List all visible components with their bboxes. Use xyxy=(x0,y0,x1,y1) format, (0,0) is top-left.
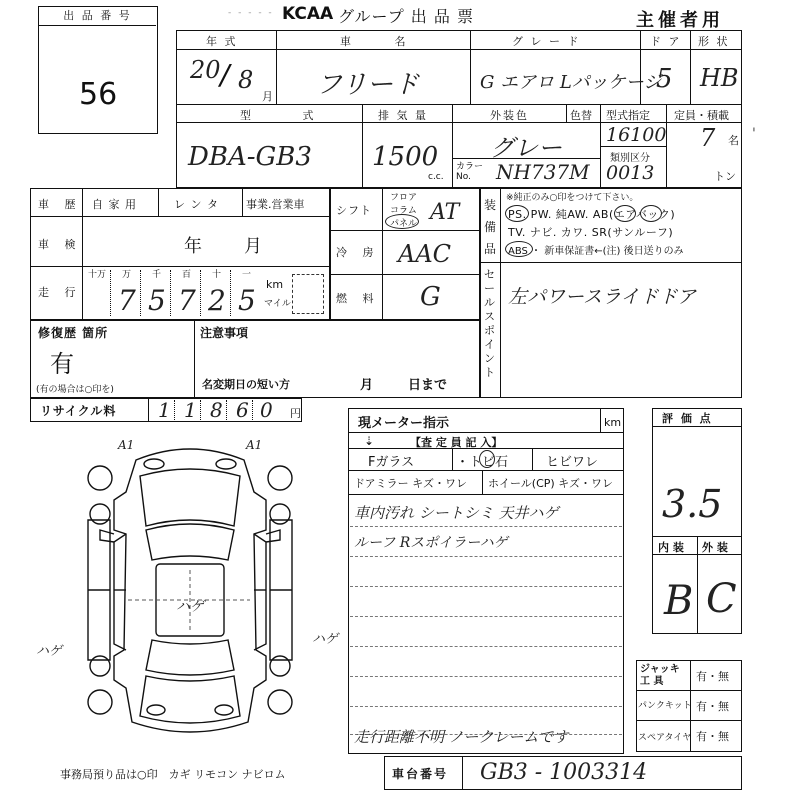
class-label: 類別区分 xyxy=(610,153,650,164)
mile-box xyxy=(292,274,324,314)
year-label: 年 式 xyxy=(206,35,238,48)
doors-value: 5 xyxy=(656,64,673,94)
aw-circle xyxy=(614,205,636,222)
diagram-mark-left: ハゲ xyxy=(36,644,63,659)
color-value: グレー xyxy=(490,134,562,162)
shift-label: シフト xyxy=(336,204,372,217)
ab-circle xyxy=(640,205,662,222)
ps-circle xyxy=(505,205,529,222)
month-value: 8 xyxy=(238,66,254,94)
diagram-mark-right: ハゲ xyxy=(312,632,339,647)
office-note: 事務局預り品は○印 カギ リモコン ナビロム xyxy=(60,768,286,781)
year-value: 20 xyxy=(190,56,221,84)
ac-label: 冷 房 xyxy=(336,246,380,259)
chassis-label: 車台番号 xyxy=(392,767,449,781)
deadline-label: 名変期日の短い方 xyxy=(202,378,290,391)
inspection-label: 車 検 xyxy=(38,238,82,251)
evaluation-label: 評 価 点 xyxy=(662,412,713,425)
lot-number-box xyxy=(38,6,158,134)
mileage-digits: 十万 万 千 百 十 一 7 5 7 2 5 xyxy=(88,270,256,317)
arrow-icon: ⇣ xyxy=(364,434,375,448)
history-opt-private: 自 家 用 xyxy=(92,198,137,211)
fglass-label: Fガラス xyxy=(368,455,415,470)
history-opt-business: 事業.営業車 xyxy=(246,198,305,211)
month-suffix: 月 xyxy=(262,90,273,103)
color-label: 外装色 xyxy=(490,109,529,122)
sales-value: 左パワースライドドア xyxy=(508,286,696,308)
equipment-line3: ABS ・ 新車保証書←(注) 後日送りのみ xyxy=(508,246,684,257)
repair-label: 修復歴 箇所 xyxy=(38,326,109,340)
chip-label: ・トビ石 xyxy=(456,455,509,470)
margin-mark: ' xyxy=(752,126,756,142)
repair-value: 有 xyxy=(50,350,74,378)
disp-value: 1500 xyxy=(372,142,439,172)
doors-label: ド ア xyxy=(650,35,682,48)
typeno-label: 型式指定 xyxy=(606,109,650,122)
disp-label: 排 気 量 xyxy=(378,109,428,122)
lot-label: 出 品 番 号 xyxy=(39,7,156,26)
chassis-value: GB3 - 1003314 xyxy=(480,760,648,785)
interior-value: B xyxy=(664,578,694,624)
exterior-label: 外 装 xyxy=(702,541,728,554)
cap-label: 定員・積載 xyxy=(674,109,729,122)
evaluation-score: 3.5 xyxy=(662,482,723,526)
chip-circle xyxy=(479,450,495,468)
equipment-label: 装備品 xyxy=(484,198,497,256)
mile-unit: マイル xyxy=(264,299,291,309)
ton-unit: トン xyxy=(714,170,736,183)
equipment-line2: TV. ナビ. カワ. SR(サンルーフ) xyxy=(508,226,674,239)
tool-puncture-value: 有・無 xyxy=(696,700,729,713)
car-diagram xyxy=(70,430,310,750)
fuel-label: 燃 料 xyxy=(336,292,380,305)
shift-floor: フロア xyxy=(390,193,418,203)
shift-circle xyxy=(385,214,419,229)
inspector-label: 【査 定 員 記 入】 xyxy=(410,436,503,449)
meter-unit: km xyxy=(604,416,622,429)
shape-label: 形 状 xyxy=(698,35,730,48)
slash: / xyxy=(220,58,230,91)
logo: KCAA xyxy=(282,4,334,24)
inspection-value: 年 月 xyxy=(184,236,264,257)
shift-column: コラム xyxy=(390,206,417,216)
dotted-deco: - - - - - xyxy=(228,8,274,18)
grade-label: グ レ ー ド xyxy=(512,35,581,48)
cap-value: 7 xyxy=(700,124,716,152)
tool-jack-label: ジャッキ 工 具 xyxy=(640,664,680,687)
shift-value: AT xyxy=(430,200,460,225)
history-opt-rental: レ ン タ xyxy=(174,198,219,211)
shift-panel: パネル xyxy=(390,219,418,229)
model-value: DBA-GB3 xyxy=(188,142,312,172)
lot-number: 56 xyxy=(79,77,118,112)
deadline-day: 日まで xyxy=(408,378,448,393)
repaint-label: 色替 xyxy=(570,109,592,122)
deadline-month: 月 xyxy=(360,378,374,393)
mirror-label: ドアミラー キズ・ワレ xyxy=(354,477,467,490)
interior-label: 内 装 xyxy=(658,541,684,554)
diagram-mark-front-left: A1 xyxy=(118,438,135,452)
diagram-mark-front-right: A1 xyxy=(246,438,263,452)
form-title: グループ 出 品 票 xyxy=(338,7,474,26)
recycle-digits: 1 1 8 6 0 xyxy=(158,398,273,422)
tool-puncture-label: パンクキット xyxy=(638,701,692,711)
tool-jack-value: 有・無 xyxy=(696,670,729,683)
name-value: フリード xyxy=(316,70,419,100)
recycle-unit: 円 xyxy=(290,407,301,420)
shape-value: HB xyxy=(700,64,739,92)
mileage-label: 走 行 xyxy=(38,286,82,299)
notes-label: 注意事項 xyxy=(200,326,249,340)
crack-label: ヒビワレ xyxy=(546,455,599,470)
remark-2: ルーフ Rスポイラーハゲ xyxy=(354,535,508,551)
tool-spare-label: スペアタイヤ xyxy=(638,733,692,743)
remark-1: 車内汚れ シートシミ 天井ハゲ xyxy=(354,504,559,522)
km-unit: km xyxy=(266,278,284,291)
abs-circle xyxy=(505,241,533,257)
class-value: 0013 xyxy=(606,162,655,184)
meter-label: 現メーター指示 xyxy=(358,416,450,431)
typeno-value: 16100 xyxy=(606,124,667,146)
history-label: 車 歴 xyxy=(38,198,82,211)
diagram-mark-roof: ハゲ xyxy=(176,599,204,615)
recycle-label: リサイクル料 xyxy=(40,404,117,418)
footer-note: 走行距離不明 ノークレームです xyxy=(354,728,569,746)
equipment-line1: PS. PW. 純AW. AB(エアバック) xyxy=(508,208,676,221)
wheel-label: ホイール(CP) キズ・ワレ xyxy=(488,477,613,490)
ac-value: AAC xyxy=(398,240,452,268)
color-no-label: カラー No. xyxy=(456,162,484,182)
sales-label: セールスポイント xyxy=(484,268,495,379)
color-no-value: NH737M xyxy=(496,160,590,184)
repair-note: (有の場合は○印を) xyxy=(36,385,114,395)
exterior-value: C xyxy=(706,576,737,622)
tool-spare-value: 有・無 xyxy=(696,730,729,743)
fuel-value: G xyxy=(420,282,441,312)
cap-unit: 名 xyxy=(728,134,739,147)
organizer-label: 主催者用 xyxy=(636,10,724,31)
grade-value: G エアロ Lパッケージ xyxy=(480,72,662,93)
model-label: 型 式 xyxy=(240,109,338,122)
name-label: 車 名 xyxy=(340,35,426,48)
equipment-note: ※純正のみ○印をつけて下さい。 xyxy=(506,193,639,203)
cc-unit: c.c. xyxy=(428,172,444,182)
